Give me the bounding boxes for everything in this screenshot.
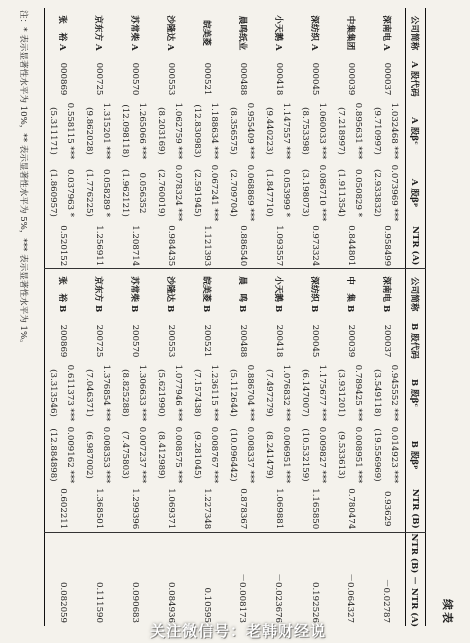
b-beta-c: 1.236115 *** (209, 364, 220, 422)
ntr-difference: －0.023676 (273, 573, 283, 623)
a-stock-code: 000725 (94, 62, 104, 96)
b-company-name: 中 集 B (345, 276, 355, 313)
b-stock-code: 200037 (382, 324, 392, 358)
table-row (134, 8, 153, 626)
b-beta-p: 0.008767 *** (209, 426, 220, 484)
a-company-name: 晨鸣纸业 (237, 15, 247, 51)
a-beta-p-tstat: (2.933832) (372, 169, 383, 217)
a-beta-c: 1.265066 *** (137, 102, 148, 160)
b-company-name: 皖美菱 B (201, 276, 211, 313)
b-beta-c-tstat: (5.621990) (156, 369, 167, 417)
ntr-b: 1.368501 (81, 486, 117, 532)
ntr-a: 0.844801 (333, 224, 369, 268)
ntr-a: 1.121393 (189, 224, 225, 268)
a-beta-c-tstat: (8.356575) (228, 107, 239, 155)
table-row (170, 8, 189, 626)
a-beta-p-tstat: (1.776225) (84, 169, 95, 217)
b-stock-code: 200570 (130, 324, 140, 358)
b-beta-c: 1.175677 *** (317, 364, 328, 422)
b-stock-code: 200553 (166, 324, 176, 358)
a-beta-p-tstat: (1.911354) (336, 169, 347, 217)
table-row (242, 8, 261, 626)
a-beta-c: 1.147557 *** (281, 102, 292, 160)
continuation-label: 续表 (441, 599, 454, 625)
a-stock-code: 000570 (130, 62, 140, 96)
a-beta-c-tstat: (9.440223) (264, 107, 275, 155)
ntr-a: 0.520152 (45, 224, 82, 268)
ntr-difference: －0.02787 (381, 578, 391, 623)
a-company-name: 张 裕 A (57, 15, 67, 51)
ntr-b: 1.069371 (153, 486, 189, 532)
ntr-a: 1.093557 (261, 224, 297, 268)
a-beta-p-tstat: (3.198073) (300, 169, 311, 217)
table-row (278, 8, 297, 626)
a-beta-p: 0.053999 * (281, 168, 292, 218)
ntr-b: 1.165850 (297, 486, 333, 532)
a-beta-p: 0.056352 (137, 172, 148, 214)
header-b-name: 公司简称 (409, 277, 420, 312)
a-beta-p: 0.086710 *** (317, 164, 328, 222)
b-beta-p: 0.009162 *** (65, 426, 76, 484)
b-company-name: 小天鹅 B (273, 276, 283, 313)
ntr-difference: 0.084936 (166, 581, 176, 623)
b-beta-c: 1.376854 *** (101, 364, 112, 422)
b-company-name: 苏常柴 B (129, 276, 139, 313)
ntr-b: 0.878367 (225, 486, 261, 532)
table-row (350, 8, 369, 626)
header-ntr-b: NTR (B) (406, 486, 426, 532)
b-stock-code: 200045 (310, 324, 320, 358)
a-beta-p-tstat: (1.860957) (48, 169, 59, 217)
ntr-a: 1.256911 (81, 224, 117, 268)
beta-comparison-table (44, 8, 426, 626)
a-beta-c-tstat: (7.218997) (336, 107, 347, 155)
header-a-code: A 股代码 (409, 61, 420, 97)
table-body (45, 8, 406, 626)
b-beta-c-tstat: (5.112644) (228, 369, 239, 417)
b-beta-c: 1.306633 *** (137, 364, 148, 422)
b-beta-p-tstat: (7.475803) (120, 431, 131, 479)
header-ntr-a: NTR (A) (406, 224, 426, 268)
ntr-difference: 0.082059 (58, 581, 68, 623)
ntr-a: 0.973324 (297, 224, 333, 268)
ntr-b: 1.299396 (117, 486, 153, 532)
a-company-name: 中集集团 (345, 15, 355, 51)
watermark: 关注微信号：老韩财经说 (150, 622, 327, 640)
b-stock-code: 200418 (274, 324, 284, 358)
a-beta-c-tstat: (9.862028) (84, 107, 95, 155)
a-stock-code: 000869 (58, 62, 68, 96)
b-stock-code: 200039 (346, 324, 356, 358)
b-beta-c-tstat: (7.497279) (264, 369, 275, 417)
b-company-name: 深南电 B (381, 276, 391, 313)
a-stock-code: 000553 (166, 62, 176, 96)
table-row (206, 8, 225, 626)
b-beta-p: 0.008353 *** (101, 426, 112, 484)
a-stock-code: 000039 (346, 62, 356, 96)
b-beta-c-tstat: (7.157438) (192, 369, 203, 417)
a-beta-p: 0.058289 * (101, 168, 112, 218)
ntr-difference: 0.090683 (130, 581, 140, 623)
ntr-a: 0.958499 (369, 224, 406, 268)
ntr-b: 0.93629 (369, 486, 406, 532)
a-company-name: 皖美菱 (201, 20, 211, 46)
b-beta-c-tstat: (3.313546) (48, 369, 59, 417)
a-beta-p-tstat: (1.962121) (120, 169, 131, 217)
a-beta-p-tstat: (2.591945) (192, 169, 203, 217)
b-company-name: 张 裕 B (57, 276, 67, 313)
a-company-name: 沙隆达 A (165, 15, 175, 51)
a-beta-c-tstat: (9.710997) (372, 107, 383, 155)
b-beta-p-tstat: (8.241479) (264, 431, 275, 479)
a-beta-c: 0.955409 *** (245, 102, 256, 160)
a-stock-code: 000521 (202, 62, 212, 96)
b-beta-c: 1.077946 *** (173, 364, 184, 422)
ntr-difference: 0.192526 (310, 581, 320, 623)
b-beta-c-tstat: (8.825288) (120, 369, 131, 417)
b-beta-p-tstat: (19.556969) (372, 428, 383, 482)
b-beta-c: 0.886704 *** (245, 364, 256, 422)
a-beta-c: 0.895631 *** (353, 102, 364, 160)
b-beta-c: 0.789425 *** (353, 364, 364, 422)
b-beta-p: 0.008337 *** (245, 426, 256, 484)
a-beta-c: 1.060033 *** (317, 102, 328, 160)
ntr-a: 0.984435 (153, 224, 189, 268)
significance-note: 注：* 表示显著性水平为 10%，** 表示显著性水平为 5%，*** 表示显著性水平为 1%。 (18, 10, 28, 348)
b-beta-p-tstat: (6.987002) (84, 431, 95, 479)
a-beta-c-tstat: (12.098118) (120, 104, 131, 158)
b-beta-c-tstat: (6.147007) (300, 369, 311, 417)
a-beta-p-tstat: (2.709704) (228, 169, 239, 217)
a-beta-p: 0.078324 *** (173, 164, 184, 222)
a-beta-c-tstat: (5.311171) (48, 107, 59, 155)
header-b-code: B 股代码 (409, 322, 420, 360)
a-beta-c-tstat: (8.753398) (300, 107, 311, 155)
ntr-b: 0.602211 (45, 486, 82, 532)
a-beta-c-tstat: (12.830983) (192, 104, 203, 158)
a-beta-p-tstat: (1.847710) (264, 169, 275, 217)
ntr-a: 0.886540 (225, 224, 261, 268)
b-beta-p-tstat: (9.533613) (336, 431, 347, 479)
table-row (386, 8, 406, 626)
b-beta-c: 0.945552 *** (389, 364, 400, 422)
table-row (98, 8, 117, 626)
a-company-name: 深纺织 A (309, 15, 319, 51)
b-beta-p: 0.009827 *** (317, 426, 328, 484)
ntr-difference: －0.008173 (237, 573, 247, 623)
table-header-row (406, 8, 426, 626)
a-beta-p-tstat: (2.760019) (156, 169, 167, 217)
b-beta-p-tstat: (10.096442) (228, 428, 239, 482)
b-beta-c-tstat: (3.931201) (336, 369, 347, 417)
b-company-name: 深纺织 B (309, 276, 319, 313)
a-company-name: 苏常柴 A (129, 15, 139, 51)
a-beta-p: 0.073969 *** (389, 164, 400, 222)
b-beta-c: 1.076832 *** (281, 364, 292, 422)
b-beta-p-tstat: (12.884898) (48, 428, 59, 482)
b-beta-p: 0.006951 *** (281, 426, 292, 484)
a-beta-p: 0.037963 * (65, 168, 76, 218)
b-beta-p: 0.007237 *** (137, 426, 148, 484)
ntr-difference: 0.10595 (202, 587, 212, 623)
b-stock-code: 200869 (58, 324, 68, 358)
a-beta-p: 0.050829 * (353, 168, 364, 218)
header-a-beta-c: A 股βᶜ (409, 117, 420, 145)
b-company-name: 京东方 B (93, 276, 103, 313)
a-beta-c: 0.558115 *** (65, 102, 76, 160)
a-stock-code: 000418 (274, 62, 284, 96)
header-a-beta-p: A 股βᵖ (409, 178, 420, 208)
b-beta-p: 0.014923 *** (389, 426, 400, 484)
ntr-b: 1.069881 (261, 486, 297, 532)
b-stock-code: 200488 (238, 324, 248, 358)
a-company-name: 京东方 A (93, 15, 103, 51)
b-beta-c-tstat: (7.046371) (84, 369, 95, 417)
header-b-beta-p: B 股βᵖ (409, 440, 420, 470)
a-company-name: 深南电 A (381, 15, 391, 51)
table-row (314, 8, 333, 626)
b-stock-code: 200521 (202, 324, 212, 358)
ntr-b: 0.780474 (333, 486, 369, 532)
b-stock-code: 200725 (94, 324, 104, 358)
ntr-difference: －0.064327 (345, 573, 355, 623)
ntr-a: 1.208714 (117, 224, 153, 268)
b-beta-p-tstat: (10.532159) (300, 428, 311, 482)
a-stock-code: 000488 (238, 62, 248, 96)
b-beta-p: 0.008951 *** (353, 426, 364, 484)
ntr-b: 1.227348 (189, 486, 225, 532)
b-company-name: 沙隆达 B (165, 276, 175, 313)
table-row (62, 8, 81, 626)
a-beta-c: 1.032468 *** (389, 102, 400, 160)
a-beta-c-tstat: (8.203169) (156, 107, 167, 155)
b-beta-p-tstat: (8.412989) (156, 431, 167, 479)
ntr-difference: 0.111590 (94, 581, 104, 623)
a-beta-c: 1.062759 *** (173, 102, 184, 160)
a-beta-p: 0.068869 *** (245, 164, 256, 222)
b-beta-p-tstat: (9.281045) (192, 431, 203, 479)
a-stock-code: 000037 (382, 62, 392, 96)
header-a-name: 公司简称 (409, 15, 420, 51)
a-stock-code: 000045 (310, 62, 320, 96)
a-beta-c: 1.188634 *** (209, 102, 220, 160)
b-beta-c: 0.611373 *** (65, 364, 76, 422)
a-company-name: 小天鹅 A (273, 15, 283, 51)
b-company-name: 晨 鸣 B (237, 276, 247, 313)
b-beta-c-tstat: (3.549118) (372, 369, 383, 417)
header-ntr-diff: NTR (B) － NTR (A) (409, 533, 420, 628)
a-beta-p: 0.067241 *** (209, 164, 220, 222)
a-beta-c: 1.315201 *** (101, 102, 112, 160)
header-b-beta-c: B 股βᶜ (409, 378, 420, 408)
b-beta-p: 0.008575 *** (173, 426, 184, 484)
